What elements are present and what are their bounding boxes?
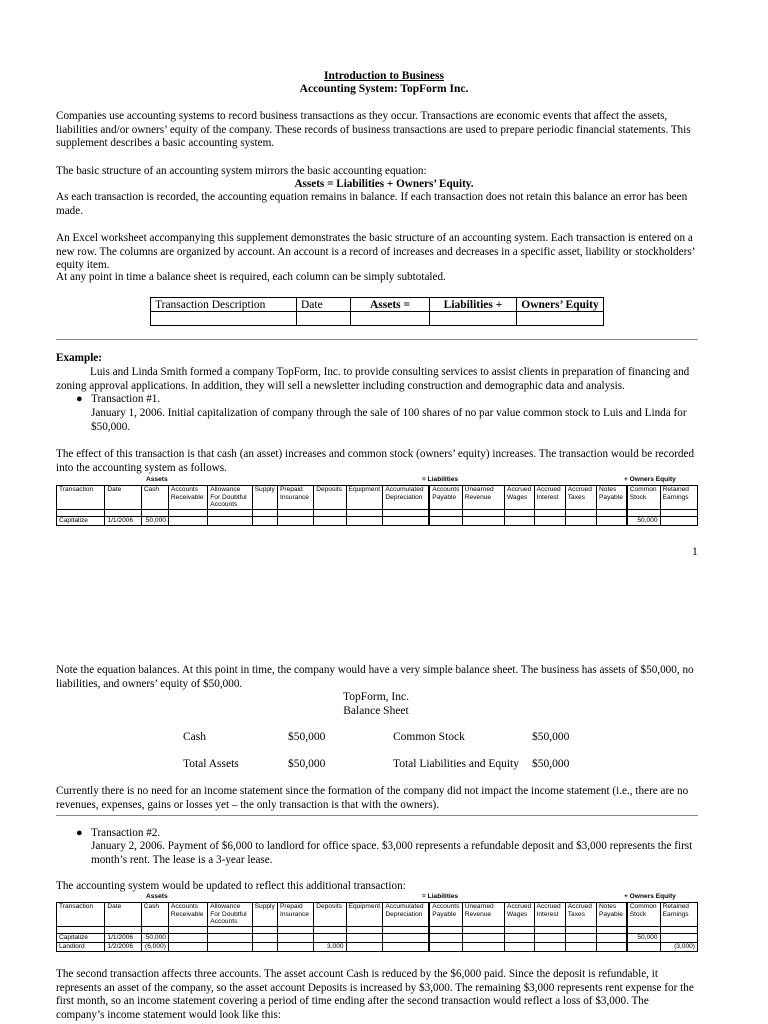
spreadsheet-transaction-1 <box>56 476 698 526</box>
common-stock-label: Common Stock <box>393 731 465 743</box>
blank-cell <box>57 926 105 933</box>
header-accrued-taxes <box>565 486 596 510</box>
cell-equipment <box>346 933 383 942</box>
header-equipment <box>346 903 383 927</box>
blank-cell <box>565 926 596 933</box>
group-label-liabilities: = Liabilities <box>422 476 459 483</box>
income-paragraph: Currently there is no need for an income statement since the formation of the company did not impact the income statement (i.e., there are no revenues, expenses, gains or losses yet – the only transaction is that with the owners). <box>56 785 689 811</box>
header-line: Common <box>629 486 657 493</box>
document-subtitle: Accounting System: TopForm Inc. <box>299 83 469 95</box>
balance-paragraph: As each transaction is recorded, the accounting equation remains in balance. If each transaction does not retain this balance an error has been made. <box>56 191 688 217</box>
header-supply <box>252 903 277 927</box>
transaction2-label: Transaction #2. <box>91 827 161 839</box>
example-paragraph: Luis and Linda Smith formed a company TopForm, Inc. to provide consulting services to assist clients in preparation of financing and zoning approval applications. In addition, they will sell a newsletter including construction and demographic data and analysis. <box>56 366 690 392</box>
cell-accounts-payable <box>429 933 462 942</box>
cell-unearned-revenue <box>462 933 504 942</box>
header-accumulated-depreciation <box>383 903 429 927</box>
header-line: Accumulated <box>385 903 424 910</box>
total-assets-value: $50,000 <box>288 758 326 770</box>
cell-accrued-interest <box>534 933 565 942</box>
cell-supply <box>252 516 277 525</box>
header-transaction <box>57 903 105 927</box>
cell-accounts-payable <box>429 516 462 525</box>
common-stock-value: $50,000 <box>532 731 570 743</box>
blank-cell <box>105 509 141 516</box>
cell-retained-earnings <box>660 933 697 942</box>
header-accounts-receivable <box>168 903 207 927</box>
blank-cell <box>141 509 168 516</box>
header-accumulated-depreciation <box>383 486 429 510</box>
header-line: Accounts <box>170 903 199 910</box>
header-line: For Doubtful <box>210 910 247 918</box>
header-accrued-wages <box>505 486 534 510</box>
header-line: Accrued <box>536 903 561 910</box>
bullet-icon: ● <box>76 393 83 405</box>
blank-cell <box>462 509 504 516</box>
header-line: Revenue <box>464 493 492 501</box>
header-common-stock <box>627 486 660 510</box>
header-retained-earnings <box>660 903 697 927</box>
blank-cell <box>565 509 596 516</box>
blank-cell <box>627 509 660 516</box>
cell-accrued-wages <box>505 516 534 525</box>
header-prepaid-insurance <box>278 903 314 927</box>
blank-cell <box>429 926 462 933</box>
header-line: Wages <box>507 493 528 501</box>
cell-notes-payable <box>597 516 627 525</box>
section-divider-2 <box>56 815 698 816</box>
intro-paragraph: Companies use accounting systems to record business transactions as they occur. Transactions are economic events that affect the assets, liabilities and/or owners’ equity of the company. These records of business transactions are used to prepare periodic financial statements. This supplement describes a basic accounting system. <box>56 110 691 150</box>
blank-cell <box>534 926 565 933</box>
cell-retained-earnings: (3,000) <box>660 942 697 951</box>
blank-cell <box>314 926 346 933</box>
blank-cell <box>314 509 346 516</box>
header-line: Accounts <box>432 903 460 910</box>
section-divider <box>56 339 698 340</box>
cell-accumulated-depreciation <box>383 933 429 942</box>
header-line: For Doubtful <box>210 493 247 501</box>
header-accrued-taxes <box>565 903 596 927</box>
blank-cell <box>534 509 565 516</box>
header-line: Payable <box>432 493 457 501</box>
cell-prepaid-insurance <box>278 933 314 942</box>
effect-paragraph: The effect of this transaction is that cash (an asset) increases and common stock (owners’ equity) increases. The transaction would be recorded into the accounting system as follows. <box>56 448 695 474</box>
header-allowance-doubtful-accounts <box>208 486 252 510</box>
cell-notes-payable <box>597 942 627 951</box>
header-date <box>105 486 141 510</box>
cell-prepaid-insurance <box>278 942 314 951</box>
header-line: Accumulated <box>385 486 424 493</box>
header-accrued-interest <box>534 486 565 510</box>
cell-deposits <box>314 516 346 525</box>
header-line: Interest <box>536 493 559 501</box>
blank-cell <box>383 509 429 516</box>
header-line: Stock <box>629 493 647 501</box>
header-accounts-payable <box>429 903 462 927</box>
page-number: 1 <box>692 546 698 558</box>
header-line: Accounts <box>210 918 238 926</box>
frame-header-date: Date <box>297 298 351 312</box>
cash-label: Cash <box>183 731 206 743</box>
header-transaction <box>57 486 105 510</box>
header-line: Allowance <box>210 486 241 493</box>
header-deposits <box>314 903 346 927</box>
cell-accounts-receivable <box>168 942 207 951</box>
header-equipment <box>346 486 383 510</box>
blank-cell <box>252 926 277 933</box>
account-frame-table <box>150 297 604 326</box>
ledger-row <box>57 942 698 951</box>
header-line: Earnings <box>662 910 689 918</box>
blank-cell <box>105 926 141 933</box>
header-cash <box>141 903 168 927</box>
frame-header-assets: Assets = <box>351 298 430 312</box>
header-line: Wages <box>507 910 528 918</box>
header-supply <box>252 486 277 510</box>
total-le-value: $50,000 <box>532 758 570 770</box>
header-line: Receivable <box>170 493 204 501</box>
header-accounts-payable <box>429 486 462 510</box>
blank-cell <box>597 509 627 516</box>
header-line: Insurance <box>280 910 309 918</box>
header-line: Cash <box>143 903 160 910</box>
header-notes-payable <box>597 903 627 927</box>
header-deposits <box>314 486 346 510</box>
header-line: Accrued <box>507 486 532 493</box>
cell-accrued-taxes <box>565 933 596 942</box>
cell-supply <box>252 942 277 951</box>
cell-accrued-interest <box>534 942 565 951</box>
blank-cell <box>252 509 277 516</box>
cell-allowance-doubtful-accounts <box>208 516 252 525</box>
cell-common-stock <box>627 942 660 951</box>
excel-paragraph: An Excel worksheet accompanying this supplement demonstrates the basic structure of an accounting system. Each transaction is entered on a new row. The columns are organized by account. An account is a record of increases and decreases in a specific asset, liability or stockholders’ equity item. <box>56 232 695 272</box>
cell-deposits <box>314 933 346 942</box>
spreadsheet-transaction-2 <box>56 893 698 957</box>
header-line: Supply <box>254 903 275 910</box>
cell-common-stock: 50,000 <box>627 516 660 525</box>
header-unearned-revenue <box>462 486 504 510</box>
cell-equipment <box>346 516 383 525</box>
cell-date: 1/1/2006 <box>105 933 141 942</box>
cell-unearned-revenue <box>462 516 504 525</box>
header-line: Accounts <box>170 486 199 493</box>
group-label-assets: Assets <box>146 476 168 483</box>
header-line: Retained <box>662 903 689 910</box>
header-cash <box>141 486 168 510</box>
header-common-stock <box>627 903 660 927</box>
header-line: Retained <box>662 486 689 493</box>
blank-cell <box>505 926 534 933</box>
header-line: Equipment <box>348 903 381 910</box>
header-line: Accrued <box>567 486 592 493</box>
header-line: Deposits <box>316 903 342 910</box>
header-accounts-receivable <box>168 486 207 510</box>
cell-prepaid-insurance <box>278 516 314 525</box>
cell-equipment <box>346 942 383 951</box>
cell-accrued-taxes <box>565 942 596 951</box>
group-label-liabilities: = Liabilities <box>422 893 459 900</box>
blank-cell <box>141 926 168 933</box>
total-le-label: Total Liabilities and Equity <box>393 758 519 770</box>
blank-cell <box>627 926 660 933</box>
cell-accrued-wages <box>505 933 534 942</box>
header-prepaid-insurance <box>278 486 314 510</box>
blank-cell <box>660 509 697 516</box>
header-accrued-wages <box>505 903 534 927</box>
header-line: Earnings <box>662 493 689 501</box>
ledger-row <box>57 933 698 942</box>
subtotal-sentence: At any point in time a balance sheet is required, each column can be simply subtotaled. <box>56 271 446 283</box>
header-line: Notes <box>599 903 617 910</box>
group-label-equity: + Owners Equity <box>624 893 676 900</box>
blank-cell <box>462 926 504 933</box>
blank-cell <box>208 509 252 516</box>
header-line: Transaction <box>59 486 94 493</box>
blank-cell <box>278 509 314 516</box>
transaction1-text: January 1, 2006. Initial capitalization of company through the sale of 100 shares of no par value common stock to Luis and Linda for $50,000. <box>91 407 687 433</box>
balance-sheet-company: TopForm, Inc. <box>343 691 409 703</box>
cell-allowance-doubtful-accounts <box>208 942 252 951</box>
cell-transaction: Capitalize <box>57 516 105 525</box>
transaction1-label: Transaction #1. <box>91 393 161 405</box>
header-unearned-revenue <box>462 903 504 927</box>
header-line: Accrued <box>507 903 532 910</box>
cell-cash: 50,000 <box>141 933 168 942</box>
header-line: Transaction <box>59 903 94 910</box>
cell-accumulated-depreciation <box>383 942 429 951</box>
blank-cell <box>346 509 383 516</box>
header-line: Payable <box>599 493 623 501</box>
cell-accumulated-depreciation <box>383 516 429 525</box>
header-line: Unearned <box>464 486 494 493</box>
header-line: Stock <box>629 910 647 918</box>
header-line: Notes <box>599 486 617 493</box>
header-line: Accounts <box>210 501 238 509</box>
second-transaction-paragraph: The second transaction affects three accounts. The asset account Cash is reduced by the $6,000 paid. Since the deposit is refundable, it represents an asset of the company, so the asset account Deposits is increased by $3,000. The remaining $3,000 represents rent expense for the first month, so an income statement covering a period of time ending after the second transaction would reflect a loss of $3,000. The company’s income statement would look like this: <box>56 968 694 1021</box>
header-line: Revenue <box>464 910 492 918</box>
cell-notes-payable <box>597 933 627 942</box>
group-label-assets: Assets <box>146 893 168 900</box>
ledger-table <box>56 485 698 526</box>
header-line: Common <box>629 903 657 910</box>
cell-accounts-receivable <box>168 933 207 942</box>
group-label-equity: + Owners Equity <box>624 476 676 483</box>
ledger-table <box>56 902 698 952</box>
header-accrued-interest <box>534 903 565 927</box>
transaction2-text: January 2, 2006. Payment of $6,000 to landlord for office space. $3,000 represents a refundable deposit and $3,000 represents the first month’s rent. The lease is a 3-year lease. <box>91 840 693 866</box>
header-line: Allowance <box>210 903 241 910</box>
frame-header-liabilities: Liabilities + <box>430 298 517 312</box>
header-line: Accrued <box>536 486 561 493</box>
blank-cell <box>505 509 534 516</box>
structure-sentence: The basic structure of an accounting system mirrors the basic accounting equation: <box>56 165 427 177</box>
cell-cash: 50,000 <box>141 516 168 525</box>
header-line: Depreciation <box>385 910 423 918</box>
header-line: Date <box>107 903 122 910</box>
bullet-icon: ● <box>76 827 83 839</box>
cell-supply <box>252 933 277 942</box>
cell-transaction: Landlord <box>57 942 105 951</box>
header-allowance-doubtful-accounts <box>208 903 252 927</box>
blank-cell <box>208 926 252 933</box>
blank-cell <box>597 926 627 933</box>
header-line: Cash <box>143 486 160 493</box>
header-line: Receivable <box>170 910 204 918</box>
blank-cell <box>660 926 697 933</box>
cell-deposits: 3,000 <box>314 942 346 951</box>
blank-cell <box>429 509 462 516</box>
cell-accounts-payable <box>429 942 462 951</box>
blank-cell <box>168 509 207 516</box>
header-line: Accrued <box>567 903 592 910</box>
cell-date: 1/1/2006 <box>105 516 141 525</box>
cell-allowance-doubtful-accounts <box>208 933 252 942</box>
ledger-row <box>57 516 698 525</box>
accounting-equation: Assets = Liabilities + Owners’ Equity. <box>294 178 474 190</box>
header-notes-payable <box>597 486 627 510</box>
cell-accounts-receivable <box>168 516 207 525</box>
example-heading: Example: <box>56 352 102 364</box>
blank-cell <box>278 926 314 933</box>
cell-common-stock: 50,000 <box>627 933 660 942</box>
update-sentence: The accounting system would be updated to reflect this additional transaction: <box>56 880 406 892</box>
header-line: Interest <box>536 910 559 918</box>
header-line: Payable <box>599 910 623 918</box>
header-line: Depreciation <box>385 493 423 501</box>
header-line: Unearned <box>464 903 494 910</box>
cell-accrued-interest <box>534 516 565 525</box>
note-paragraph: Note the equation balances. At this point in time, the company would have a very simple balance sheet. The business has assets of $50,000, no liabilities, and owners’ equity of $50,000. <box>56 664 694 690</box>
header-date <box>105 903 141 927</box>
header-line: Deposits <box>316 486 342 493</box>
balance-sheet-title: Balance Sheet <box>343 705 409 717</box>
blank-cell <box>346 926 383 933</box>
blank-cell <box>383 926 429 933</box>
cash-value: $50,000 <box>288 731 326 743</box>
total-assets-label: Total Assets <box>183 758 239 770</box>
header-line: Accounts <box>432 486 460 493</box>
blank-cell <box>57 509 105 516</box>
header-line: Taxes <box>567 910 585 918</box>
frame-header-equity: Owners’ Equity <box>517 298 604 312</box>
header-line: Equipment <box>348 486 381 493</box>
document-title: Introduction to Business <box>324 70 444 82</box>
cell-retained-earnings <box>660 516 697 525</box>
header-line: Prepaid <box>280 903 303 910</box>
cell-cash: (6,000) <box>141 942 168 951</box>
frame-header-description: Transaction Description <box>151 298 297 312</box>
header-retained-earnings <box>660 486 697 510</box>
header-line: Date <box>107 486 122 493</box>
cell-transaction: Capitalize <box>57 933 105 942</box>
header-line: Payable <box>432 910 457 918</box>
cell-date: 1/2/2006 <box>105 942 141 951</box>
cell-unearned-revenue <box>462 942 504 951</box>
header-line: Taxes <box>567 493 585 501</box>
cell-accrued-taxes <box>565 516 596 525</box>
cell-accrued-wages <box>505 942 534 951</box>
header-line: Prepaid <box>280 486 303 493</box>
header-line: Insurance <box>280 493 309 501</box>
header-line: Supply <box>254 486 275 493</box>
blank-cell <box>168 926 207 933</box>
